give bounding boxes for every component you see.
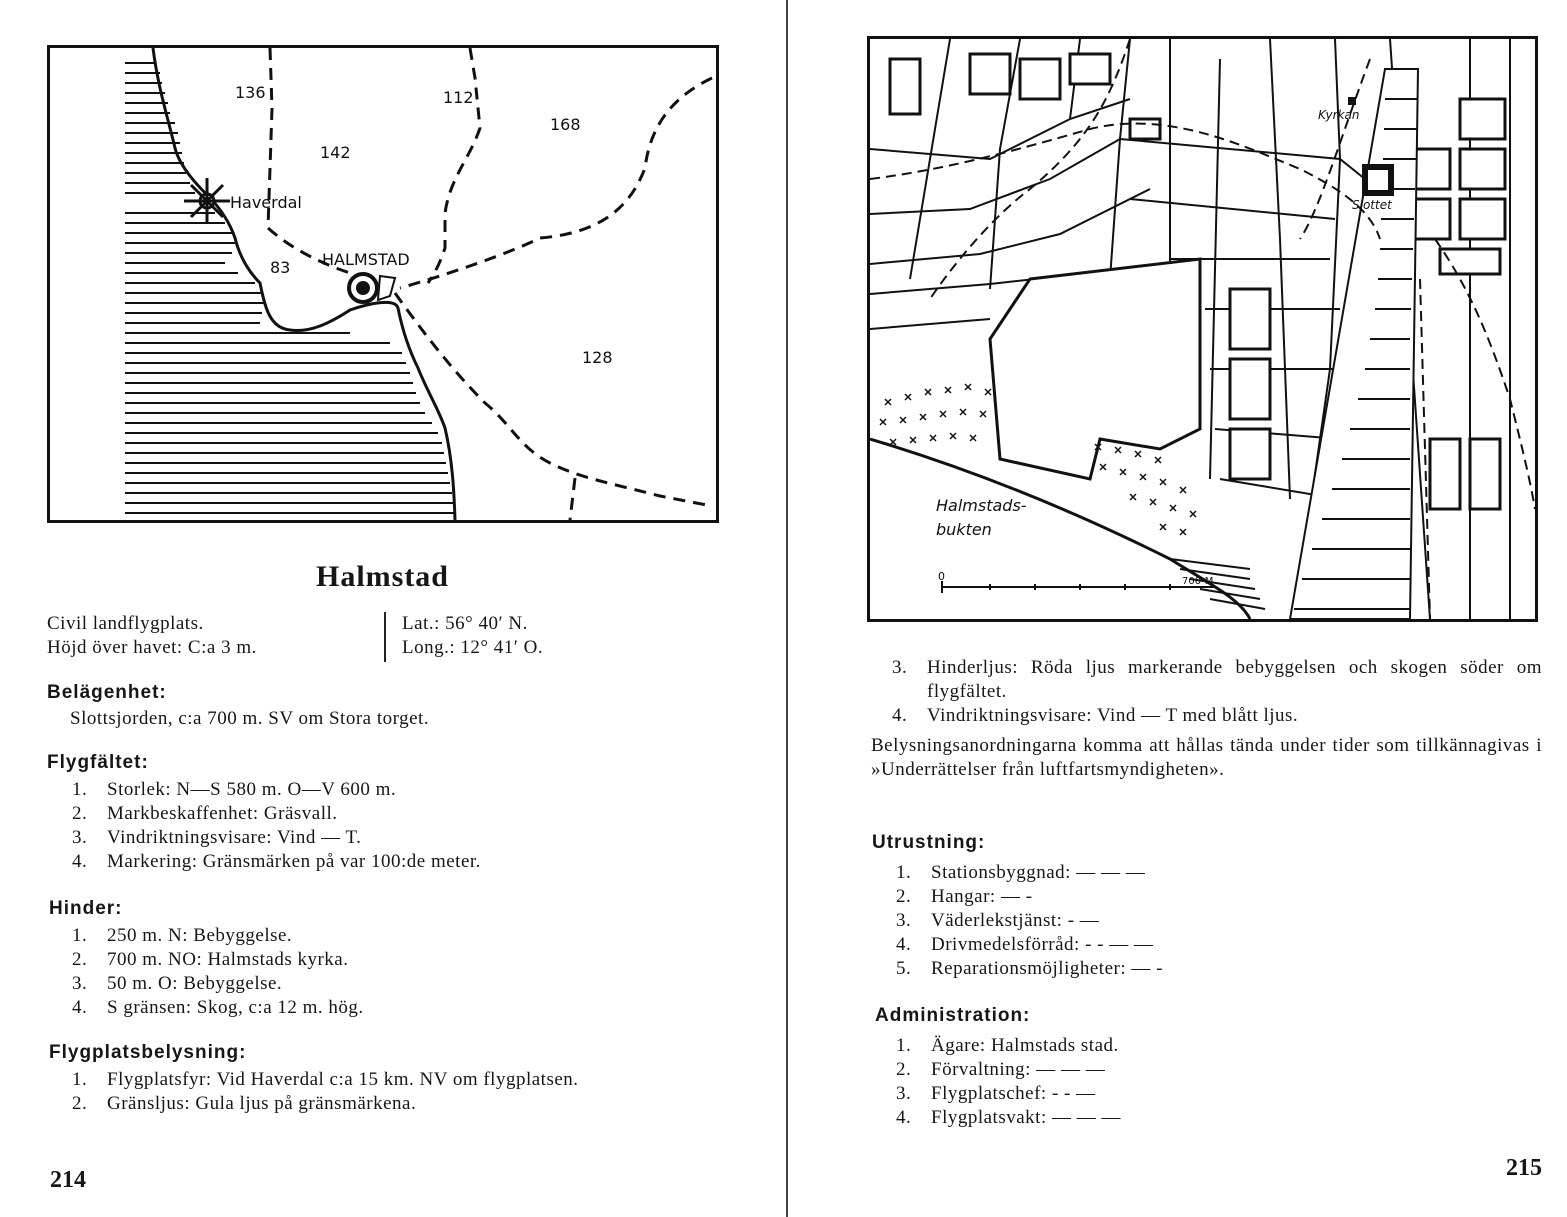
list-item: 2. Gränsljus: Gula ljus på gränsmärkena. <box>72 1093 417 1114</box>
map-number-136: 136 <box>235 83 266 102</box>
list-item: 4. S gränsen: Skog, c:a 12 m. hög. <box>72 997 364 1018</box>
list-item: 2. Markbeskaffenhet: Gräsvall. <box>72 803 338 824</box>
map-label-kyrkan: Kyrkan <box>1318 108 1360 122</box>
list-item: 5. Reparationsmöjligheter: — - <box>896 958 1163 979</box>
heading-administration: Administration: <box>875 1005 1031 1026</box>
info-divider <box>384 612 386 662</box>
page-number: 215 <box>1506 1155 1542 1181</box>
church-icon <box>1348 97 1356 105</box>
map-label-bay-line1: Halmstads- <box>936 496 1027 515</box>
list-item: 2. 700 m. NO: Halmstads kyrka. <box>72 949 349 970</box>
list-item: 1. Storlek: N—S 580 m. O—V 600 m. <box>72 779 397 800</box>
airport-icon <box>349 274 395 302</box>
region-map <box>47 45 719 523</box>
heading-flygplatsbelysning: Flygplatsbelysning: <box>49 1042 247 1063</box>
heading-flygfaltet: Flygfältet: <box>47 752 149 773</box>
map-label-bay-line2: bukten <box>936 520 992 539</box>
list-item: 4. Drivmedelsförråd: - - — — <box>896 934 1154 955</box>
airfield-type: Civil landflygplats. <box>47 613 204 634</box>
belysning-paragraph: Belysningsanordningarna komma att hållas tända under tider som tillkännagivas i »Underrättelser från luftfartsmyndigheten». <box>871 735 1542 780</box>
map-place-halmstad: HALMSTAD <box>322 250 410 269</box>
longitude: Long.: 12° 41′ O. <box>402 637 544 658</box>
administration-list <box>896 1034 1516 1130</box>
list-item: 3. Vindriktningsvisare: Vind — T. <box>72 827 362 848</box>
lighthouse-icon <box>184 178 230 224</box>
list-item: 3. Väderlekstjänst: - — <box>896 910 1100 931</box>
flygfaltet-list <box>72 778 712 874</box>
list-item: 3. Hinderljus: Röda ljus markerande bebyggelsen och skogen söder om flygfältet. <box>892 657 1542 702</box>
city-map <box>867 36 1538 622</box>
list-item: 1. Stationsbyggnad: — — — <box>896 862 1146 883</box>
page-title: Halmstad <box>315 560 449 593</box>
heading-belagenhet: Belägenhet: <box>47 682 167 703</box>
map-label-slottet: Slottet <box>1352 198 1392 212</box>
map-place-haverdal: Haverdal <box>230 193 302 212</box>
elevation: Höjd över havet: C:a 3 m. <box>47 637 257 658</box>
list-item: 1. Flygplatsfyr: Vid Haverdal c:a 15 km. NV om flygplatsen. <box>72 1069 579 1090</box>
list-item: 1. Ägare: Halmstads stad. <box>896 1035 1119 1056</box>
page-right <box>788 0 1567 1217</box>
latitude: Lat.: 56° 40′ N. <box>402 613 528 634</box>
belagenhet-text: Slottsjorden, c:a 700 m. SV om Stora torget. <box>70 708 430 729</box>
list-item: 1. 250 m. N: Bebyggelse. <box>72 925 293 946</box>
list-item: 4. Vindriktningsvisare: Vind — T med blått ljus. <box>892 705 1299 726</box>
castle-icon <box>1365 167 1391 193</box>
page-number: 214 <box>50 1167 86 1193</box>
map-number-83: 83 <box>270 258 291 277</box>
airfield-outline <box>990 259 1200 479</box>
list-item: 2. Hangar: — - <box>896 886 1033 907</box>
list-item: 4. Markering: Gränsmärken på var 100:de meter. <box>72 851 481 872</box>
list-item: 2. Förvaltning: — — — <box>896 1059 1106 1080</box>
list-item: 4. Flygplatsvakt: — — — <box>896 1107 1121 1128</box>
scale-bar <box>942 581 1215 593</box>
scale-end: 700-M <box>1182 576 1214 587</box>
utrustning-list <box>896 861 1516 981</box>
hinder-list <box>72 924 712 1020</box>
map-number-128: 128 <box>582 348 613 367</box>
heading-utrustning: Utrustning: <box>872 832 986 853</box>
info-right <box>402 612 543 660</box>
scale-start: 0 <box>938 570 945 583</box>
list-item: 3. Flygplatschef: - - — <box>896 1083 1096 1104</box>
railway <box>1290 69 1418 619</box>
map-number-142: 142 <box>320 143 351 162</box>
belysning-cont-list <box>892 656 1542 728</box>
info-left <box>47 612 257 660</box>
map-number-112: 112 <box>443 88 474 107</box>
heading-hinder: Hinder: <box>49 898 123 919</box>
list-item: 3. 50 m. O: Bebyggelse. <box>72 973 283 994</box>
belysning-list <box>72 1068 722 1116</box>
map-number-168: 168 <box>550 115 581 134</box>
